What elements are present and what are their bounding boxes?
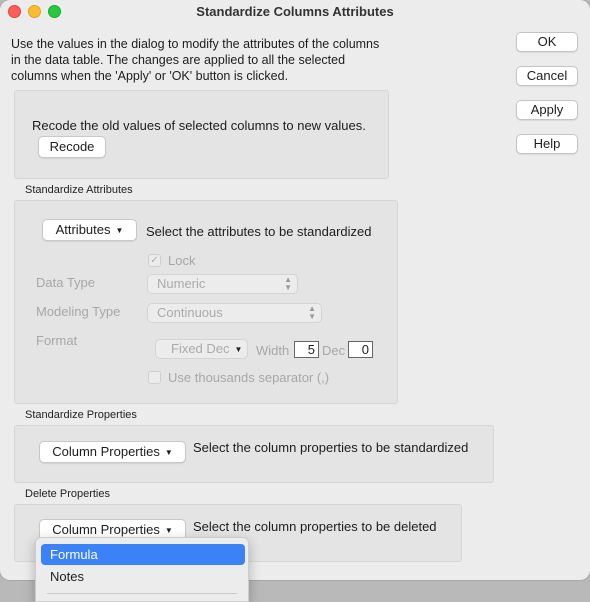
- delete-properties-label: Delete Properties: [25, 488, 110, 500]
- data-type-select[interactable]: [147, 274, 298, 294]
- recode-button[interactable]: Recode: [38, 136, 106, 158]
- modeling-type-label: Modeling Type: [36, 304, 121, 319]
- title-bar: [0, 0, 590, 24]
- cancel-button[interactable]: Cancel: [516, 66, 578, 86]
- ok-button[interactable]: OK: [516, 32, 578, 52]
- caret-down-icon: ▼: [115, 226, 124, 235]
- properties-panel: [14, 425, 494, 483]
- width-input[interactable]: 5: [294, 341, 319, 358]
- delete-column-properties-label: Column Properties: [52, 522, 160, 537]
- window-title: Standardize Columns Attributes: [196, 4, 394, 19]
- recode-panel: [14, 90, 389, 179]
- standardize-properties-label: Standardize Properties: [25, 409, 137, 421]
- intro-text: Use the values in the dialog to modify the attributes of the columns in the data table. The changes are applied to all the selected columns when the 'Apply' or 'OK' button is clicked.: [11, 37, 380, 83]
- properties-description: Select the column properties to be standardized: [193, 440, 469, 455]
- modeling-type-select[interactable]: [147, 303, 322, 323]
- caret-down-icon: ▼: [164, 448, 173, 457]
- column-properties-label: Column Properties: [52, 444, 160, 459]
- caret-down-icon: ▼: [164, 526, 173, 535]
- column-properties-button[interactable]: [39, 441, 186, 463]
- attributes-button-label: Attributes: [55, 222, 111, 237]
- data-type-label: Data Type: [36, 275, 96, 290]
- format-label: Format: [36, 333, 78, 348]
- dec-input[interactable]: 0: [348, 341, 373, 358]
- width-label: Width: [256, 343, 290, 358]
- lock-label: Lock: [168, 253, 196, 268]
- attributes-panel: [14, 200, 398, 404]
- menu-item-notes[interactable]: Notes: [50, 569, 84, 584]
- recode-text: Recode the old values of selected columns to new values.: [32, 118, 366, 133]
- apply-button[interactable]: Apply: [516, 100, 578, 120]
- dec-label: Dec: [322, 343, 346, 358]
- modeling-type-value: Continuous: [157, 305, 223, 320]
- thousands-separator-checkbox[interactable]: [148, 371, 161, 384]
- menu-item-formula[interactable]: Formula: [41, 544, 245, 565]
- format-select[interactable]: [155, 339, 248, 359]
- updown-chevron-icon: ▲ ▼: [284, 275, 292, 292]
- column-properties-menu: [35, 537, 249, 602]
- attributes-description: Select the attributes to be standardized: [146, 224, 372, 239]
- lock-checkbox[interactable]: ✓: [148, 254, 161, 267]
- caret-down-icon: ▼: [234, 345, 243, 354]
- menu-separator: [47, 593, 237, 594]
- data-type-value: Numeric: [157, 276, 206, 291]
- help-button[interactable]: Help: [516, 134, 578, 154]
- format-value: Fixed Dec: [171, 341, 230, 356]
- thousands-separator-label: Use thousands separator (,): [168, 370, 330, 385]
- attributes-dropdown-button[interactable]: [42, 219, 137, 241]
- updown-chevron-icon: ▲ ▼: [308, 304, 316, 321]
- delete-description: Select the column properties to be deleted: [193, 519, 437, 534]
- standardize-attributes-label: Standardize Attributes: [25, 184, 133, 196]
